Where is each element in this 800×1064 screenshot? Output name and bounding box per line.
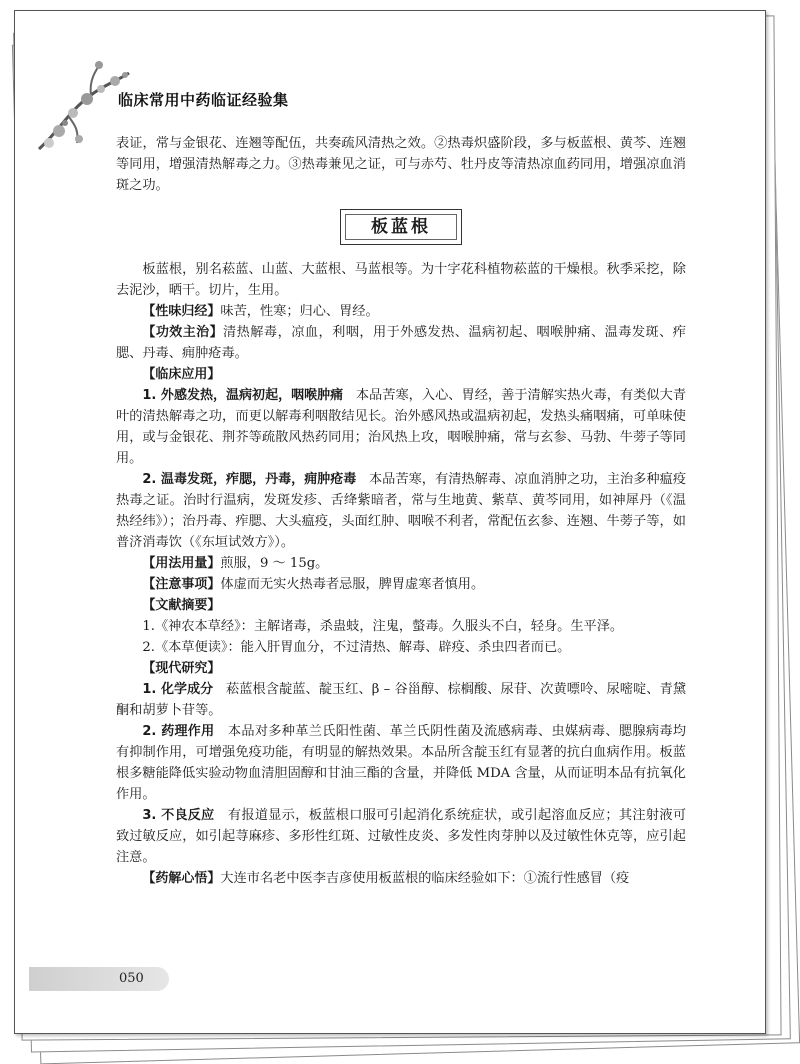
linchuang-tag: 【临床应用】 <box>142 367 221 382</box>
linchuang-item-1 <box>116 385 686 469</box>
page <box>14 10 766 1034</box>
zhuyi-paragraph <box>116 574 686 595</box>
linchuang-item-2-text: 本品苦寒，有清热解毒、凉血消肿之功，主治多种瘟疫热毒之证。治时行温病，发斑发疹、舌绛紫暗者，常与生地黄、紫草、黄芩同用，如神犀丹（《温热经纬》）；治丹毒、痄腮、大头瘟疫，头面红肿、咽喉不利者，常配伍玄参、连翘、牛蒡子等，如普济消毒饮（《东垣试效方》）。 <box>116 472 687 550</box>
lead-paragraph: 板蓝根，别名菘蓝、山蓝、大蓝根、马蓝根等。为十字花科植物菘蓝的干燥根。秋季采挖，除去泥沙，晒干。切片，生用。 <box>116 262 686 298</box>
xingwei-tag: 【性味归经】 <box>142 304 221 319</box>
gongxiao-paragraph <box>116 322 686 364</box>
wenxian-heading <box>116 595 686 616</box>
xiandai-item-1 <box>116 679 686 721</box>
linchuang-item-2-heading: 2. 温毒发斑，痄腮，丹毒，痈肿疮毒 <box>142 472 357 487</box>
xiandai-item-3-text: 有报道显示，板蓝根口服可引起消化系统症状，或引起溶血反应；其注射液可致过敏反应，如引起荨麻疹、多形性红斑、过敏性皮炎、多发性肉芽肿以及过敏性休克等，应引起注意。 <box>116 808 687 865</box>
xingwei-paragraph <box>116 301 686 322</box>
section-title-frame <box>340 209 462 245</box>
xiandai-item-1-text: 菘蓝根含靛蓝、靛玉红、β – 谷甾醇、棕榈酸、尿苷、次黄嘌呤、尿嘧啶、青黛酮和胡萝卜苷等。 <box>116 682 687 718</box>
yongfa-text: 煎服，9 ～ 15g。 <box>220 556 329 571</box>
xiandai-item-3-heading: 3. 不良反应 <box>142 808 215 823</box>
running-header-title: 临床常用中药临证经验集 <box>118 91 289 109</box>
linchuang-item-1-text: 本品苦寒，入心、胃经，善于清解实热火毒，有类似大青叶的清热解毒之功，而更以解毒利咽散结见长。治外感风热或温病初起，发热头痛咽痛，可单味使用，或与金银花、荆芥等疏散风热药同用；治风热上攻，咽喉肿痛，常与玄参、马勃、牛蒡子等同用。 <box>116 388 687 466</box>
xiandai-tag: 【现代研究】 <box>142 661 221 676</box>
linchuang-item-2 <box>116 469 686 553</box>
gongxiao-tag: 【功效主治】 <box>142 325 224 340</box>
wenxian-item-1: 1.《神农本草经》：主解诸毒，杀蛊蚑，注鬼，螫毒。久服头不白，轻身。生平泽。 <box>142 619 624 634</box>
page-number: 050 <box>119 971 144 986</box>
linchuang-item-1-heading: 1. 外感发热，温病初起，咽喉肿痛 <box>142 388 344 403</box>
xiandai-item-2-text: 本品对多种革兰氏阳性菌、革兰氏阴性菌及流感病毒、虫媒病毒、腮腺病毒均有抑制作用，可增强免疫功能，有明显的解热效果。本品所含靛玉红有显著的抗白血病作用。板蓝根多糖能降低实验动物血清胆固醇和甘油三酯的含量，并降低 MDA 含量，从而证明本品有抗氧化作用。 <box>116 724 687 802</box>
yaojie-text: 大连市名老中医李吉彦使用板蓝根的临床经验如下：①流行性感冒（疫 <box>220 871 630 886</box>
xiandai-heading <box>116 658 686 679</box>
wenxian-tag: 【文献摘要】 <box>142 598 221 613</box>
yaojie-paragraph <box>116 868 686 889</box>
xiandai-item-2-heading: 2. 药理作用 <box>142 724 215 739</box>
xiandai-item-1-heading: 1. 化学成分 <box>142 682 214 697</box>
page-content <box>116 133 686 889</box>
zhuyi-tag: 【注意事项】 <box>142 577 221 592</box>
yongfa-tag: 【用法用量】 <box>142 556 221 571</box>
footer-bar <box>29 967 169 991</box>
section-title: 板蓝根 <box>371 216 431 237</box>
intro-paragraph: 表证，常与金银花、连翘等配伍，共奏疏风清热之效。②热毒炽盛阶段，多与板蓝根、黄芩、连翘等同用，增强清热解毒之力。③热毒兼见之证，可与赤芍、牡丹皮等清热凉血药同用，增强凉血消斑之功。 <box>116 136 686 193</box>
xingwei-text: 味苦，性寒；归心、胃经。 <box>220 304 379 319</box>
wenxian-item-2: 2.《本草便读》：能入肝胃血分，不过清热、解毒、辟疫、杀虫四者而已。 <box>142 640 571 655</box>
xiandai-item-3 <box>116 805 686 868</box>
gongxiao-text: 清热解毒，凉血，利咽，用于外感发热、温病初起、咽喉肿痛、温毒发斑、痄腮、丹毒、痈肿疮毒。 <box>116 325 686 361</box>
yongfa-paragraph <box>116 553 686 574</box>
zhuyi-text: 体虚而无实火热毒者忌服，脾胃虚寒者慎用。 <box>220 577 485 592</box>
linchuang-heading <box>116 364 686 385</box>
xiandai-item-2 <box>116 721 686 805</box>
yaojie-tag: 【药解心悟】 <box>142 871 221 886</box>
